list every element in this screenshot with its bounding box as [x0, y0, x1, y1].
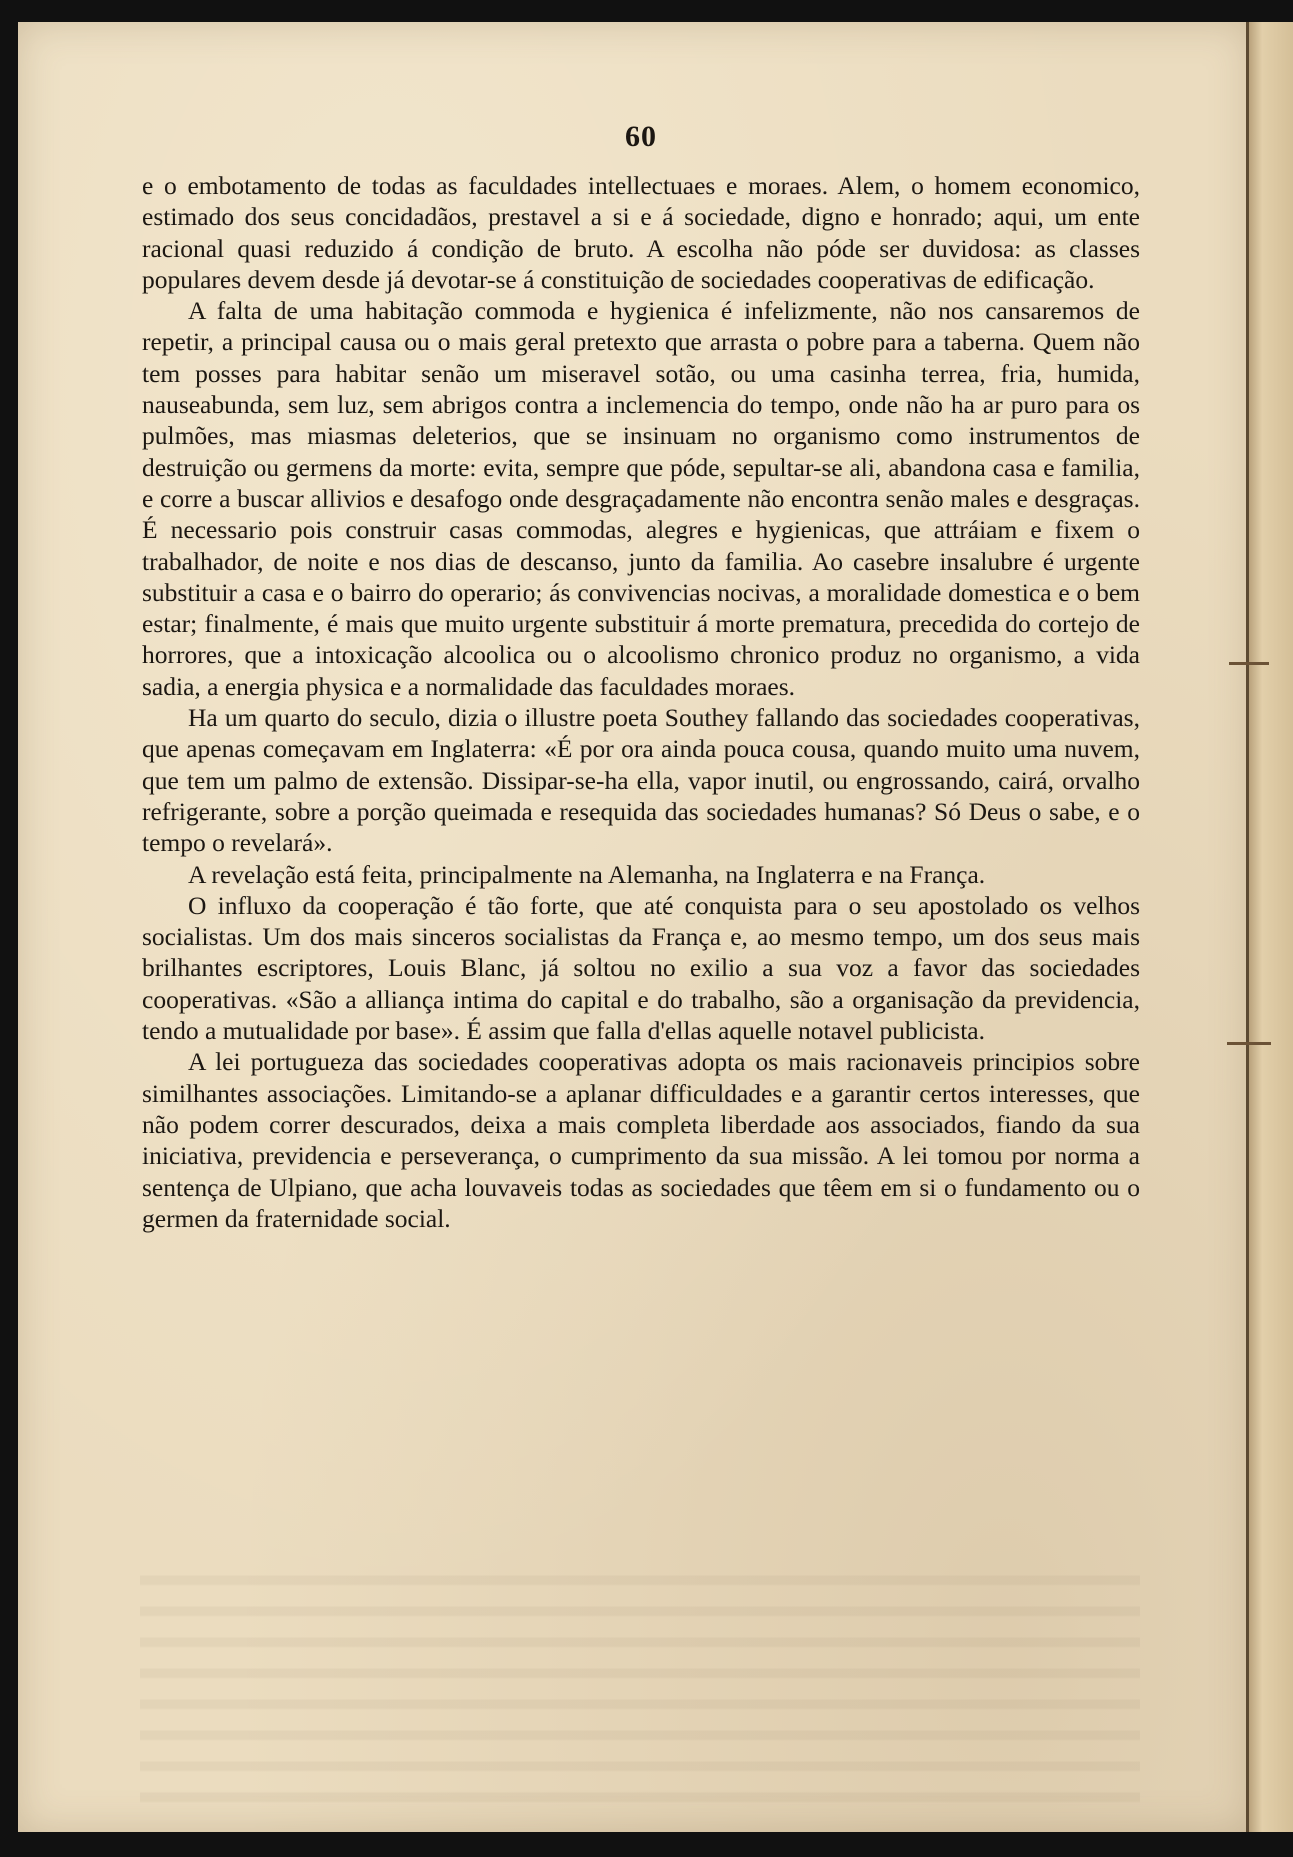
edge-mark — [1229, 662, 1269, 665]
paragraph-4: A revelação está feita, principalmente na Alemanha, na Inglaterra e na França. — [188, 859, 986, 889]
page-number: 60 — [625, 120, 657, 153]
paragraph-1: e o embotamento de todas as faculdades intellectuaes e moraes. Alem, o homem economico, estimado dos seus concidadãos, prestavel a si e á sociedade, digno e honrado; aqui, um ente racional quasi reduzido á condição de bruto. A escolha não póde ser duvidosa: as classes populares devem desde já devotar-se á constituição de sociedades cooperativas de edificação. — [142, 171, 1140, 294]
reverse-side-bleed — [140, 1555, 1140, 1805]
paragraph-6: A lei portugueza das sociedades cooperativas adopta os mais racionaveis principios sobre similhantes associações. Limitando-se a aplanar difficuldades e a garantir certos interesses, que não podem correr descurados, deixa a mais completa liberdade aos associados, fiando da sua iniciativa, previdencia e perseverança, o cumprimento da sua missão. A lei tomou por norma a sentença de Ulpiano, que acha louvaveis todas as sociedades que têem em si o fundamento ou o germen da fraternidade social. — [142, 1047, 1140, 1233]
paragraph-3: Ha um quarto do seculo, dizia o illustre poeta Southey fallando das sociedades cooperativas, que apenas começavam em Inglaterra: «É por ora ainda pouca cousa, quando muito uma nuvem, que tem um palmo de extensão. Dissipar-se-ha ella, vapor inutil, ou engrossando, cairá, orvalho refrigerante, sobre a porção queimada e resequida das sociedades humanas? Só Deus o sabe, e o tempo o revelará». — [142, 703, 1140, 858]
edge-mark — [1227, 1042, 1271, 1045]
paragraph-2: A falta de uma habitação commoda e hygienica é infelizmente, não nos cansaremos de repetir, a principal causa ou o mais geral pretexto que arrasta o pobre para a taberna. Quem não tem posses para habitar senão um miseravel sotão, ou uma casinha terrea, fria, humida, nauseabunda, sem luz, sem abrigos contra a inclemencia do tempo, onde não ha ar puro para os pulmões, mas miasmas deleterios, que se insinuam no organismo como instrumentos de destruição ou germens da morte: evita, sempre que póde, sepultar-se ali, abandona casa e familia, e corre a buscar allivios e desafogo onde desgraçadamente não encontra senão males e desgraças. É necessario pois construir casas commodas, alegres e hygienicas, que attráiam e fixem o trabalhador, de noite e nos dias de descanso, junto da familia. Ao casebre insalubre é urgente substituir a casa e o bairro do operario; ás convivencias nocivas, a moralidade domestica e o bem estar; finalmente, é mais que muito urgente substituir á morte prematura, precedida do cortejo de horrores, que a intoxicação alcoolica ou o alcoolismo chronico produz no organismo, a vida sadia, a energia physica e a normalidade das faculdades moraes. — [142, 296, 1140, 701]
paragraph-5: O influxo da cooperação é tão forte, que até conquista para o seu apostolado os velhos socialistas. Um dos mais sinceros socialistas da França e, ao mesmo tempo, um dos seus mais brilhantes escriptores, Louis Blanc, já soltou no exilio a sua voz a favor das sociedades cooperativas. «São a alliança intima do capital e do trabalho, são a organisação da previdencia, tendo a mutualidade por base». É assim que falla d'ellas aquelle notavel publicista. — [142, 890, 1140, 1046]
page-edge — [1246, 22, 1293, 1832]
text-block — [142, 120, 1140, 1234]
